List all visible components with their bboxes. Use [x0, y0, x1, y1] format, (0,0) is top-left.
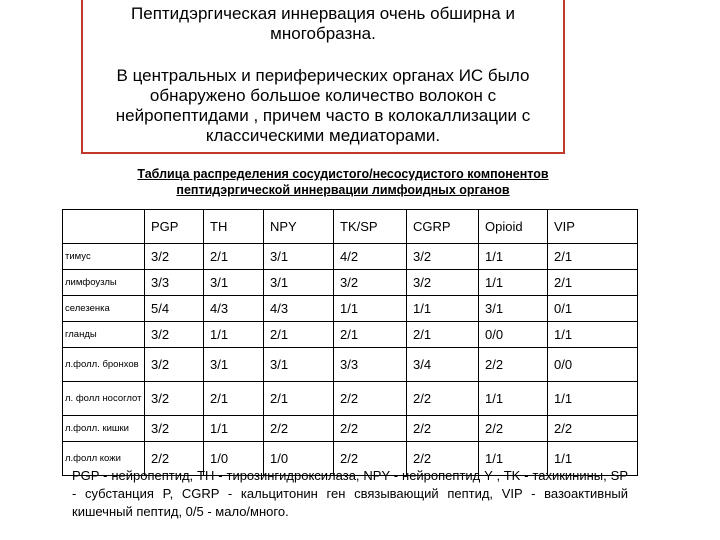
table-cell: 2/2: [145, 442, 204, 476]
innervation-table: [62, 209, 638, 476]
table-cell: 2/2: [334, 416, 407, 442]
table-cell: 3/2: [145, 382, 204, 416]
organ-label: гланды: [63, 322, 145, 348]
column-header: VIP: [548, 210, 638, 244]
column-header: NPY: [264, 210, 334, 244]
table-cell: 3/4: [407, 348, 479, 382]
table-cell: 1/1: [479, 442, 548, 476]
table-cell: 2/2: [264, 416, 334, 442]
table-cell: 2/1: [548, 270, 638, 296]
table-cell: 3/1: [264, 270, 334, 296]
table-cell: 0/0: [548, 348, 638, 382]
table-cell: 1/1: [479, 244, 548, 270]
table-cell: 2/2: [479, 416, 548, 442]
table-cell: 2/1: [407, 322, 479, 348]
table-cell: 1/1: [479, 382, 548, 416]
table-caption-line-1: Таблица распределения сосудистого/несосудистого компонентов: [137, 167, 549, 181]
table-cell: 1/1: [204, 322, 264, 348]
table-cell: 3/1: [264, 244, 334, 270]
table-row: [63, 322, 638, 348]
table-cell: 2/1: [204, 382, 264, 416]
table-cell: 3/2: [145, 322, 204, 348]
table-cell: 1/1: [548, 382, 638, 416]
organ-label: селезенка: [63, 296, 145, 322]
table-row: [63, 296, 638, 322]
table-cell: 3/3: [145, 270, 204, 296]
organ-label: л.фолл. бронхов: [63, 348, 145, 382]
column-header: TH: [204, 210, 264, 244]
intro-paragraph-1: Пептидэргическая иннервация очень обширна и многобразна.: [131, 4, 515, 43]
table-cell: 0/0: [479, 322, 548, 348]
intro-paragraph-2: В центральных и периферических органах ИС было обнаружено большое количество волокон с нейропептидами , причем часто в колокаллизации с классическими медиаторами.: [115, 66, 531, 145]
table-row: [63, 244, 638, 270]
organ-label: л. фолл носоглот: [63, 382, 145, 416]
table-cell: 2/2: [334, 442, 407, 476]
table-cell: 2/2: [407, 416, 479, 442]
table-cell: 3/1: [479, 296, 548, 322]
organ-label: тимус: [63, 244, 145, 270]
table-row: [63, 382, 638, 416]
organ-label: л.фолл. кишки: [63, 416, 145, 442]
table-cell: 1/0: [264, 442, 334, 476]
table-cell: 1/1: [548, 442, 638, 476]
table-cell: 3/2: [407, 244, 479, 270]
table-cell: 3/2: [145, 348, 204, 382]
table-cell: 3/2: [145, 244, 204, 270]
table-cell: 3/2: [334, 270, 407, 296]
table-cell: 4/3: [204, 296, 264, 322]
table-cell: 2/2: [334, 382, 407, 416]
table-cell: 2/2: [407, 382, 479, 416]
table-cell: 1/1: [204, 416, 264, 442]
table-cell: 3/1: [264, 348, 334, 382]
table-cell: 2/1: [204, 244, 264, 270]
table-cell: 3/1: [204, 348, 264, 382]
table-cell: 1/1: [479, 270, 548, 296]
table-cell: 4/3: [264, 296, 334, 322]
table-caption-line-2: пептидэргической иннервации лимфоидных органов: [176, 183, 510, 197]
table-cell: 1/1: [407, 296, 479, 322]
table-corner-cell: [63, 210, 145, 244]
table-cell: 2/1: [548, 244, 638, 270]
table-row: [63, 270, 638, 296]
intro-box: [81, 0, 565, 154]
table-caption: [60, 166, 626, 198]
table-cell: 2/1: [334, 322, 407, 348]
table-row: [63, 348, 638, 382]
table-cell: 2/2: [548, 416, 638, 442]
abbreviations-legend: PGP - нейропептид, TH - тирозингидроксилаза, NPY - нейропептид Y , TK - тахикинины, SP - субстанция P, CGRP - кальцитонин ген связывающий пептид, VIP - вазоактивный кишечный пептид, 0/5 - мало/много.: [72, 468, 628, 519]
column-header: TK/SP: [334, 210, 407, 244]
column-header: Opioid: [479, 210, 548, 244]
column-header: CGRP: [407, 210, 479, 244]
table-cell: 4/2: [334, 244, 407, 270]
table-cell: 1/0: [204, 442, 264, 476]
column-header: PGP: [145, 210, 204, 244]
table-cell: 3/2: [145, 416, 204, 442]
table-cell: 3/1: [204, 270, 264, 296]
table-row: [63, 416, 638, 442]
table-cell: 0/1: [548, 296, 638, 322]
table-cell: 1/1: [334, 296, 407, 322]
table-cell: 5/4: [145, 296, 204, 322]
table-cell: 2/2: [407, 442, 479, 476]
organ-label: л.фолл кожи: [63, 442, 145, 476]
table-cell: 1/1: [548, 322, 638, 348]
table-cell: 2/1: [264, 322, 334, 348]
table-cell: 3/2: [407, 270, 479, 296]
table-cell: 3/3: [334, 348, 407, 382]
table-header-row: [63, 210, 638, 244]
table-cell: 2/1: [264, 382, 334, 416]
organ-label: лимфоузлы: [63, 270, 145, 296]
table-cell: 2/2: [479, 348, 548, 382]
